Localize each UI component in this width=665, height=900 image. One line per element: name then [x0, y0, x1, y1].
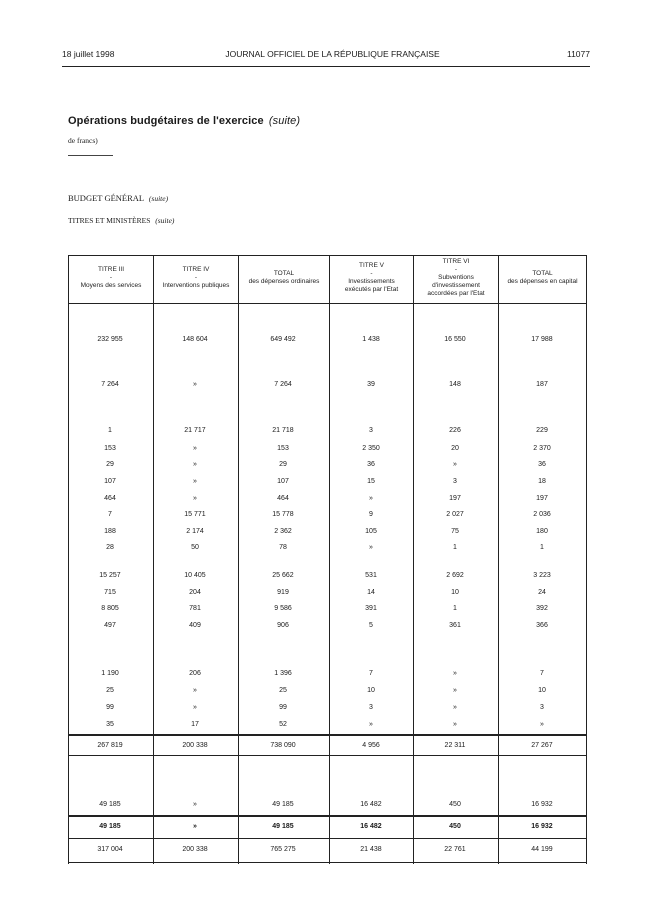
table-row-cell: 1: [453, 605, 457, 612]
table-row-cell: 25: [279, 687, 287, 694]
table-row-cell: »: [540, 721, 544, 728]
section2-row-cell: »: [193, 801, 197, 808]
table-row-cell: 7 264: [274, 381, 292, 388]
table-row-cell: 361: [449, 622, 461, 629]
table-row-cell: »: [193, 704, 197, 711]
section-titres-heading: [68, 216, 174, 225]
table-row-cell: 10: [538, 687, 546, 694]
table-row-cell: 107: [277, 478, 289, 485]
table-row-cell: 50: [191, 544, 199, 551]
table-row-cell: 153: [277, 445, 289, 452]
column-header-titre-vi: [414, 255, 498, 301]
section2-row-cell: 450: [449, 801, 461, 808]
section-budget-label: BUDGET GÉNÉRAL: [68, 193, 144, 203]
column-header-titre-iii: [69, 255, 153, 301]
table-row-cell: 2 350: [362, 445, 380, 452]
table-bottom-border: [68, 862, 587, 863]
short-rule: [68, 155, 113, 156]
subtotal-row-cell: 738 090: [270, 742, 296, 749]
table-header-rule: [68, 303, 587, 304]
column-header-line: -: [454, 265, 458, 273]
table-row-cell: 206: [189, 670, 201, 677]
table-row-cell: 25 662: [272, 572, 294, 579]
table-row-cell: 18: [538, 478, 546, 485]
column-header-line: Subventions d'investissement accordées par l'Etat: [427, 273, 485, 298]
table-row-cell: 3: [369, 427, 373, 434]
table-row-cell: 187: [536, 381, 548, 388]
table-row-cell: 1 438: [362, 336, 380, 343]
header-rule: [62, 66, 590, 67]
column-header-line: Interventions publiques: [162, 282, 230, 290]
section2-row-cell: 49 185: [99, 801, 121, 808]
grand-total-row-cell: 44 199: [531, 846, 553, 853]
page-title: [68, 115, 300, 127]
section-titres-label: TITRES ET MINISTÈRES: [68, 216, 151, 225]
table-row-cell: 25: [106, 687, 114, 694]
column-header-line: TITRE III: [98, 265, 124, 273]
table-row-cell: »: [369, 721, 373, 728]
table-row-cell: 1: [108, 427, 112, 434]
table-row-cell: 15 257: [99, 572, 121, 579]
col-divider: [413, 255, 414, 864]
column-header-line: Moyens des services: [80, 282, 142, 290]
table-row-cell: 3: [453, 478, 457, 485]
grand-total-row-cell: 21 438: [360, 846, 382, 853]
column-header-line: TOTAL: [273, 269, 295, 277]
units-note: de francs): [68, 136, 98, 145]
table-row-cell: 906: [277, 622, 289, 629]
table-row-cell: 531: [365, 572, 377, 579]
table-row-cell: 1: [540, 544, 544, 551]
table-row-cell: 20: [451, 445, 459, 452]
section2-total-row-cell: 450: [449, 823, 461, 830]
table-row-cell: 10: [451, 589, 459, 596]
subtotal-row-cell: 200 338: [182, 742, 208, 749]
table-row-cell: 107: [104, 478, 116, 485]
section-budget-heading: [68, 193, 168, 203]
section2-total-row-cell: 16 932: [531, 823, 553, 830]
column-header-line: Investissements exécutés par l'Etat: [344, 278, 399, 294]
table-row-cell: »: [193, 445, 197, 452]
table-row-cell: 392: [536, 605, 548, 612]
table-row-cell: 148: [449, 381, 461, 388]
table-row-cell: 1 190: [101, 670, 119, 677]
table-row-cell: 153: [104, 445, 116, 452]
column-header-line: -: [194, 273, 198, 281]
table-row-cell: 229: [536, 427, 548, 434]
table-row-cell: »: [193, 461, 197, 468]
column-header-titre-v: [330, 255, 413, 301]
table-row-cell: 28: [106, 544, 114, 551]
table-row-cell: 2 362: [274, 528, 292, 535]
table-row-cell: 16 550: [444, 336, 466, 343]
page-title-main: Opérations budgétaires de l'exercice: [68, 115, 264, 127]
page-title-suite: (suite): [268, 115, 301, 127]
section2-row-cell: 16 482: [360, 801, 382, 808]
table-row-cell: 39: [367, 381, 375, 388]
grand-total-rule-top: [68, 838, 587, 839]
grand-total-row-cell: 317 004: [97, 846, 123, 853]
table-row-cell: 409: [189, 622, 201, 629]
section2-total-row-cell: 49 185: [99, 823, 121, 830]
table-row-cell: »: [193, 495, 197, 502]
table-row-cell: »: [369, 495, 373, 502]
subtotal-rule-top: [68, 734, 587, 736]
column-header-line: des dépenses ordinaires: [248, 278, 320, 285]
table-row-cell: 781: [189, 605, 201, 612]
column-header-total-ordinaires: [239, 255, 329, 301]
subtotal-row-cell: 27 267: [531, 742, 553, 749]
section-budget-suite: (suite): [148, 194, 169, 203]
section2-total-rule-top: [68, 815, 587, 817]
section2-total-row-cell: »: [193, 823, 197, 830]
column-header-line: TITRE IV: [182, 265, 210, 273]
table-row-cell: »: [453, 687, 457, 694]
table-row-cell: »: [453, 704, 457, 711]
section2-row-cell: 49 185: [272, 801, 294, 808]
col-divider: [498, 255, 499, 864]
table-row-cell: »: [453, 670, 457, 677]
table-row-cell: 464: [277, 495, 289, 502]
table-row-cell: 21 718: [272, 427, 294, 434]
table-row-cell: 15 771: [184, 511, 206, 518]
table-row-cell: 2 174: [186, 528, 204, 535]
table-row-cell: 197: [449, 495, 461, 502]
header-journal-title: JOURNAL OFFICIEL DE LA RÉPUBLIQUE FRANÇAISE: [225, 49, 440, 59]
column-header-line: TITRE VI: [442, 257, 470, 265]
table-row-cell: 52: [279, 721, 287, 728]
table-row-cell: 3: [369, 704, 373, 711]
grand-total-row-cell: 22 761: [444, 846, 466, 853]
table-row-cell: 78: [279, 544, 287, 551]
table-row-cell: 148 604: [182, 336, 208, 343]
grand-total-row-cell: 765 275: [270, 846, 296, 853]
table-row-cell: »: [453, 721, 457, 728]
subtotal-row-cell: 267 819: [97, 742, 123, 749]
table-row-cell: 226: [449, 427, 461, 434]
table-row-cell: 7: [369, 670, 373, 677]
column-header-line: TOTAL: [532, 269, 553, 277]
table-row-cell: 9: [369, 511, 373, 518]
table-row-cell: 464: [104, 495, 116, 502]
section2-total-row-cell: 49 185: [272, 823, 294, 830]
grand-total-row-cell: 200 338: [182, 846, 208, 853]
col-divider: [238, 255, 239, 864]
table-row-cell: 180: [536, 528, 548, 535]
table-row-cell: 497: [104, 622, 116, 629]
column-header-total-capital: [499, 255, 586, 301]
table-row-cell: 7: [108, 511, 112, 518]
table-row-cell: 15: [367, 478, 375, 485]
table-row-cell: 204: [189, 589, 201, 596]
table-row-cell: 99: [279, 704, 287, 711]
table-row-cell: 188: [104, 528, 116, 535]
table-row-cell: 105: [365, 528, 377, 535]
budget-table: [68, 255, 587, 864]
section2-total-row-cell: 16 482: [360, 823, 382, 830]
table-row-cell: 3: [540, 704, 544, 711]
table-row-cell: 2 036: [533, 511, 551, 518]
col-divider: [68, 255, 69, 864]
table-row-cell: »: [193, 478, 197, 485]
table-row-cell: 29: [279, 461, 287, 468]
table-row-cell: 649 492: [270, 336, 296, 343]
table-row-cell: »: [369, 544, 373, 551]
subtotal-row-cell: 4 956: [362, 742, 380, 749]
table-row-cell: 36: [367, 461, 375, 468]
table-row-cell: 7 264: [101, 381, 119, 388]
column-header-line: -: [370, 269, 373, 277]
table-row-cell: 17 988: [531, 336, 553, 343]
table-row-cell: 17: [191, 721, 199, 728]
table-row-cell: 21 717: [184, 427, 206, 434]
column-header-titre-iv: [154, 255, 238, 301]
column-header-line: TITRE V: [359, 261, 384, 269]
table-row-cell: 14: [367, 589, 375, 596]
table-row-cell: 35: [106, 721, 114, 728]
table-row-cell: 2 370: [533, 445, 551, 452]
subtotal-row-cell: 22 311: [444, 742, 466, 749]
table-row-cell: 29: [106, 461, 114, 468]
table-row-cell: 15 778: [272, 511, 294, 518]
table-row-cell: 366: [536, 622, 548, 629]
col-divider: [153, 255, 154, 864]
section-titres-suite: (suite): [155, 216, 175, 225]
col-divider: [586, 255, 587, 864]
table-row-cell: 919: [277, 589, 289, 596]
table-row-cell: 99: [106, 704, 114, 711]
table-row-cell: 10: [367, 687, 375, 694]
table-row-cell: »: [193, 381, 197, 388]
table-row-cell: 8 805: [101, 605, 119, 612]
table-row-cell: 1: [453, 544, 457, 551]
table-row-cell: 391: [365, 605, 377, 612]
table-row-cell: 9 586: [274, 605, 292, 612]
column-header-line: des dépenses en capital: [507, 278, 578, 285]
header-page-number: 11077: [566, 49, 590, 59]
header-date: 18 juillet 1998: [62, 49, 115, 59]
table-row-cell: 36: [538, 461, 546, 468]
col-divider: [329, 255, 330, 864]
table-row-cell: 3 223: [533, 572, 551, 579]
table-row-cell: »: [193, 687, 197, 694]
table-row-cell: 2 692: [446, 572, 464, 579]
table-row-cell: 5: [369, 622, 373, 629]
table-row-cell: 715: [104, 589, 116, 596]
column-header-line: -: [109, 273, 113, 281]
table-row-cell: 10 405: [184, 572, 206, 579]
table-row-cell: 1 396: [274, 670, 292, 677]
table-row-cell: 75: [451, 528, 459, 535]
table-row-cell: 197: [536, 495, 548, 502]
section2-row-cell: 16 932: [531, 801, 553, 808]
table-row-cell: 24: [538, 589, 546, 596]
table-row-cell: 7: [540, 670, 544, 677]
table-row-cell: 2 027: [446, 511, 464, 518]
table-row-cell: »: [453, 461, 457, 468]
table-row-cell: 232 955: [97, 336, 123, 343]
subtotal-rule-bottom: [68, 755, 587, 756]
